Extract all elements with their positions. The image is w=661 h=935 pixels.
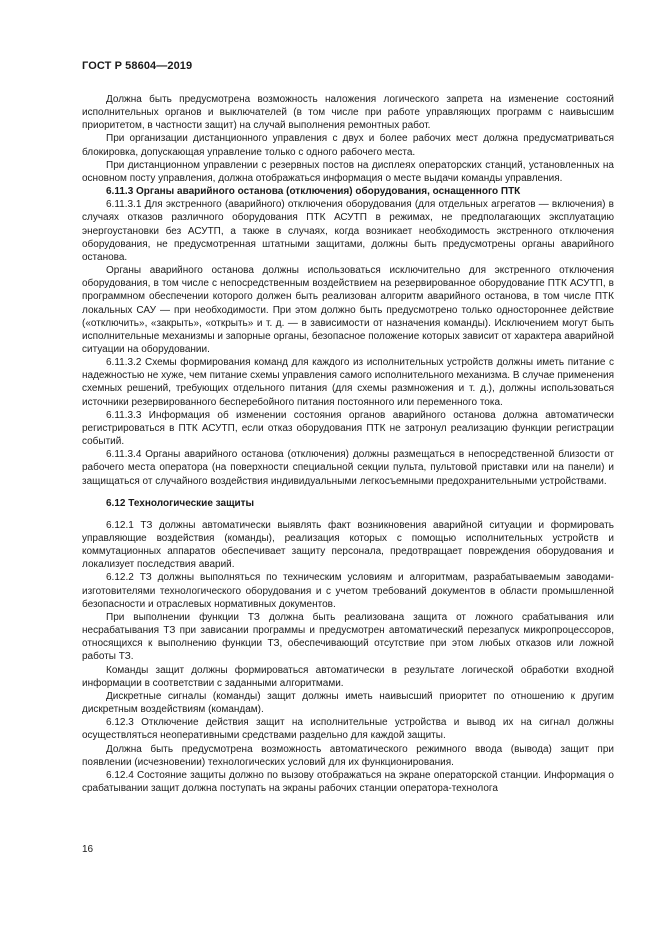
paragraph: Команды защит должны формироваться автоматически в результате логической обработки входной информации в соответствии с заданными алгоритмами. (82, 664, 614, 689)
section-heading-6-12: 6.12 Технологические защиты (106, 497, 255, 509)
paragraph: 6.12.2 ТЗ должны выполняться по техническим условиям и алгоритмам, разрабатываемым заводами-изготовителями технологического оборудования и с учетом требований документов в области промышленной безопасности и отраслевых нормативных документов. (82, 572, 614, 610)
document-body (82, 93, 614, 795)
paragraph: Дискретные сигналы (команды) защит должны иметь наивысший приоритет по отношению к другим дискретным воздействиям (командам). (82, 690, 614, 716)
paragraph: При организации дистанционного управления с двух и более рабочих мест должна предусматриваться блокировка, допускающая управление только с одного рабочего места. (82, 133, 614, 158)
section-heading-6-11-3: 6.11.3 Органы аварийного останова (отключения) оборудования, оснащенного ПТК (106, 186, 521, 198)
paragraph: 6.12.1 ТЗ должны автоматически выявлять факт возникновения аварийной ситуации и формировать управляющие воздействия (команды), реализация которых с помощью исполнительных устройств и коммутационных аппаратов обеспечивает защиту персонала, предотвращает повреждения оборудования и локализует последствия аварий. (82, 519, 614, 571)
paragraph: Органы аварийного останова должны использоваться исключительно для экстренного отключения оборудования, в том числе с непосредственным воздействием на резервированное оборудование ПТК АСУТП, в программном обеспечении которого должен быть реализован алгоритм аварийного останова, в том числе ПТК локальных САУ — при необходимости. При этом должно быть предусмотрено только одностороннее действие («отключить», «закрыть», «открыть» и т. д. — в зависимости от назначения команды). Исключением могут быть исполнительные механизмы и запорные органы, безопасное положение которых зависит от характера аварийной ситуации на оборудовании. (82, 265, 614, 355)
paragraph: При выполнении функции ТЗ должна быть реализована защита от ложного срабатывания или несрабатывания ТЗ при зависании программы и предусмотрен автоматический перезапуск микропроцессоров, относящихся к выполнению функции ТЗ, обеспечивающий отсутствие при этом любых отказов или ложной работы ТЗ. (82, 611, 614, 663)
paragraph: 6.11.3.2 Схемы формирования команд для каждого из исполнительных устройств должны иметь питание с надежностью не хуже, чем питание схемы управления самого исполнительного механизма. В случае применения схемных решений, требующих отдельного питания (для схемы размножения и т. д.), должны использоваться источники резервированного бесперебойного питания постоянного или переменного тока. (82, 357, 614, 408)
paragraph: Должна быть предусмотрена возможность автоматического режимного ввода (вывода) защит при появлении (исчезновении) технологических условий для их функционирования. (82, 743, 614, 768)
paragraph: 6.11.3.4 Органы аварийного останова (отключения) должны размещаться в непосредственной близости от рабочего места оператора (на поверхности специальной секции пульта, пультовой приставки или на панели) и защищаться от случайного воздействия индивидуальными легкосъемными предохранительными устройствами. (82, 449, 614, 487)
paragraph: При дистанционном управлении с резервных постов на дисплеях операторских станций, установленных на основном посту управления, должна отображаться информация о месте выдачи команды управления. (82, 159, 614, 184)
page-number: 16 (82, 844, 94, 855)
document-header: ГОСТ Р 58604—2019 (82, 60, 193, 72)
paragraph: 6.11.3.3 Информация об изменении состояния органов аварийного останова должна автоматически регистрироваться в ПТК АСУТП, если отказ оборудования ПТК не затронул реализацию функции регистрации событий. (82, 409, 614, 448)
paragraph: 6.12.4 Состояние защиты должно по вызову отображаться на экране операторской станции. Информация о срабатывании защит должна поступать на экраны рабочих станции оператора-технолога (82, 769, 614, 794)
paragraph: Должна быть предусмотрена возможность наложения логического запрета на изменение состояний исполнительных органов и выключателей (в том числе при работе управляющих программ с наивысшим приоритетом, в частности защит) на случай выполнения ремонтных работ. (82, 94, 614, 132)
paragraph: 6.12.3 Отключение действия защит на исполнительные устройства и вывод их на сигнал должны осуществляться неоперативными средствами раздельно для каждой защиты. (82, 717, 614, 742)
paragraph: 6.11.3.1 Для экстренного (аварийного) отключения оборудования (для отдельных агрегатов — включения) в случаях отказов различного оборудования ПТК АСУТП в режимах, не предполагающих эксплуатацию энергоустановки без АСУТП, а также в случаях, когда возникает необходимость экстренного отключения оборудования, не предусмотренная штатными защитами, должны быть предусмотрены органы аварийного останова. (82, 199, 614, 263)
